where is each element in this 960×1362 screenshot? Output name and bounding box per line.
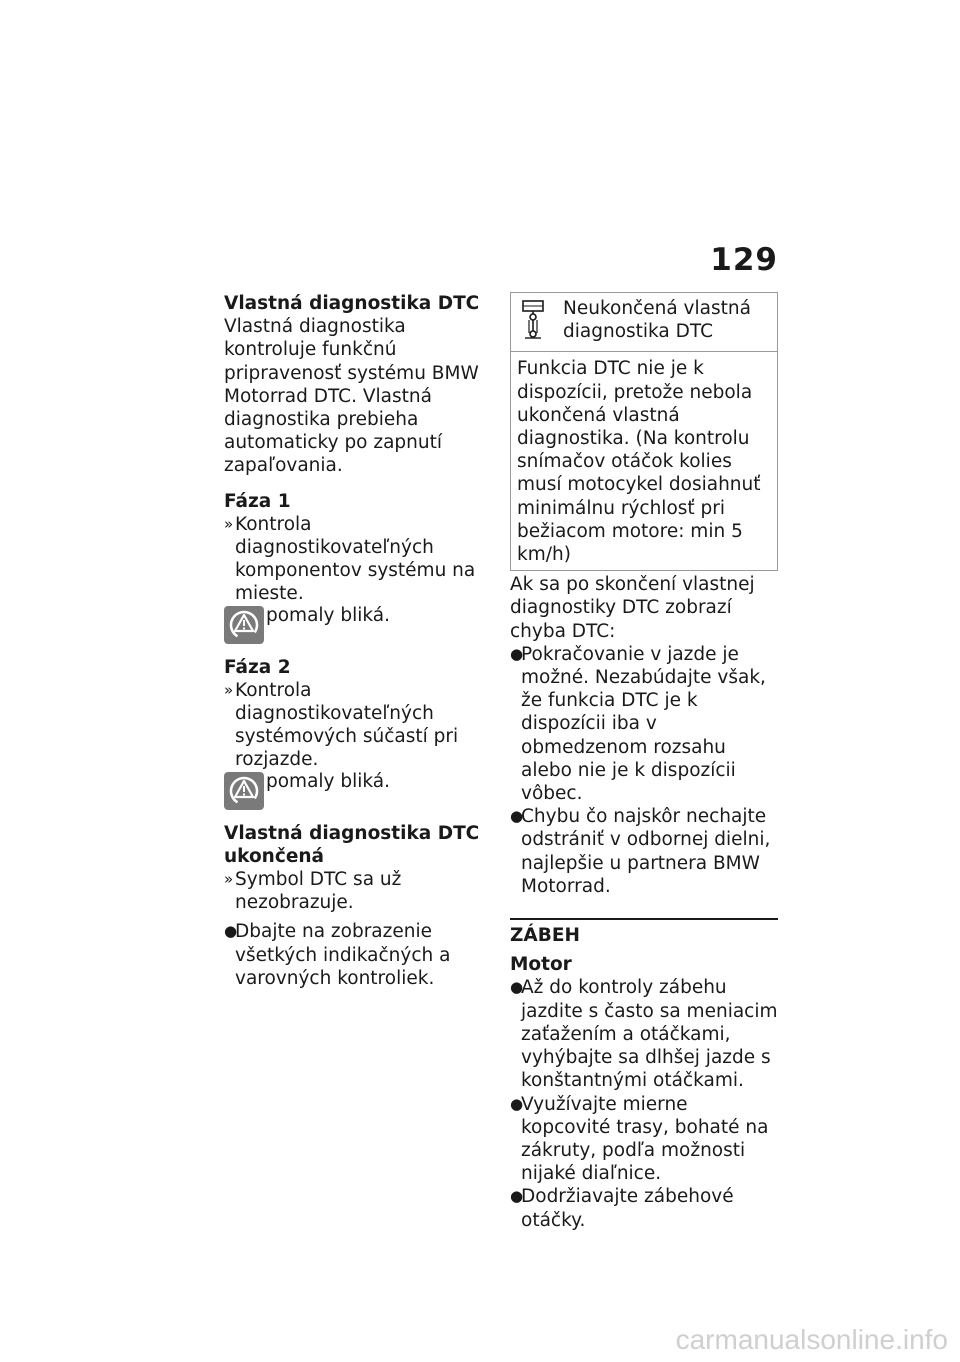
bullet-marker: ● <box>510 978 524 997</box>
dtc-error-intro: Ak sa po skončení vlastnej diagnostiky DTC zobrazí chyba DTC: <box>510 574 755 642</box>
phase-1-indicator-text: pomaly bliká. <box>266 604 391 626</box>
arrow-marker: » <box>224 514 234 533</box>
motor-bullet-2: Využívajte mierne kopcovité trasy, bohaté na zákruty, podľa možnosti nijaké diaľnice. <box>521 1093 769 1185</box>
dtc-warning-icon <box>224 606 264 644</box>
heading-phase-2: Fáza 2 <box>224 656 291 678</box>
motor-bullet-3: Dodržiavajte zábehové otáčky. <box>521 1186 734 1231</box>
list-item <box>224 868 492 914</box>
list-item <box>510 643 778 805</box>
workshop-note-box <box>510 292 778 571</box>
list-item <box>510 805 778 898</box>
list-item <box>224 920 492 990</box>
heading-phase-1: Fáza 1 <box>224 490 291 512</box>
phase-1-indicator <box>224 606 492 644</box>
bullet-marker: ● <box>510 1187 524 1206</box>
note-body: Funkcia DTC nie je k dispozícii, pretože nebola ukončená vlastná diagnostika. (Na kontrolu snímačov otáčok kolies musí motocykel dosiahnuť minimálnu rýchlosť pri bežiacom motore: min 5 km/h) <box>517 358 761 566</box>
self-diagnosis-intro: Vlastná diagnostika kontroluje funkčnú pripravenosť systému BMW Motorrad DTC. Vlastná diagnostika prebieha automaticky po zapnutí zapaľovania. <box>224 316 479 477</box>
phase-2-text: Kontrola diagnostikovateľných systémových súčastí pri rozjazde. <box>235 679 459 771</box>
note-header <box>511 293 777 352</box>
phase-1-text: Kontrola diagnostikovateľných komponentov systému na mieste. <box>235 513 476 605</box>
section-title-break-in: ZÁBEH <box>510 925 580 947</box>
arrow-marker: » <box>224 870 234 889</box>
heading-self-diagnosis: Vlastná diagnostika DTC <box>224 293 480 314</box>
dtc-warning-icon <box>224 772 264 810</box>
list-item <box>510 1093 778 1186</box>
note-title: Neukončená vlastná diagnostika DTC <box>563 298 751 343</box>
arrow-marker: » <box>224 680 234 699</box>
phase-2-indicator <box>224 772 492 810</box>
dtc-error-bullet-1: Pokračovanie v jazde je možné. Nezabúdajte však, že funkcia DTC je k dispozícii iba v obmedzenom rozsahu alebo nie je k dispozícii vôbec. <box>521 643 766 805</box>
dtc-error-bullet-2: Chybu čo najskôr nechajte odstrániť v odbornej dielni, najlepšie u partnera BMW Motorrad. <box>521 806 771 897</box>
bullet-marker: ● <box>510 807 524 826</box>
section-divider <box>510 918 778 947</box>
heading-motor: Motor <box>510 954 572 976</box>
bullet-marker: ● <box>510 644 524 663</box>
list-item <box>224 513 492 606</box>
page-number: 129 <box>710 242 778 278</box>
bullet-marker: ● <box>510 1094 524 1113</box>
workshop-tool-icon <box>519 297 555 341</box>
list-item <box>510 976 778 1092</box>
left-column <box>224 292 492 990</box>
list-item <box>510 1185 778 1231</box>
bullet-marker: ● <box>224 922 238 941</box>
phase-2-indicator-text: pomaly bliká. <box>266 770 391 792</box>
heading-diagnosis-complete: Vlastná diagnostika DTC ukončená <box>224 822 480 867</box>
right-column <box>510 292 778 1232</box>
diagnosis-complete-text: Symbol DTC sa už nezobrazuje. <box>235 869 402 914</box>
indicator-check-text: Dbajte na zobrazenie všetkých indikačných a varovných kontroliek. <box>235 921 451 989</box>
watermark: carmanualsonline.info <box>675 1324 948 1355</box>
motor-bullet-1: Až do kontroly zábehu jazdite s často sa meniacim zaťažením a otáčkami, vyhýbajte sa dlhšej jazde s konštantnými otáčkami. <box>521 977 778 1092</box>
list-item <box>224 679 492 772</box>
